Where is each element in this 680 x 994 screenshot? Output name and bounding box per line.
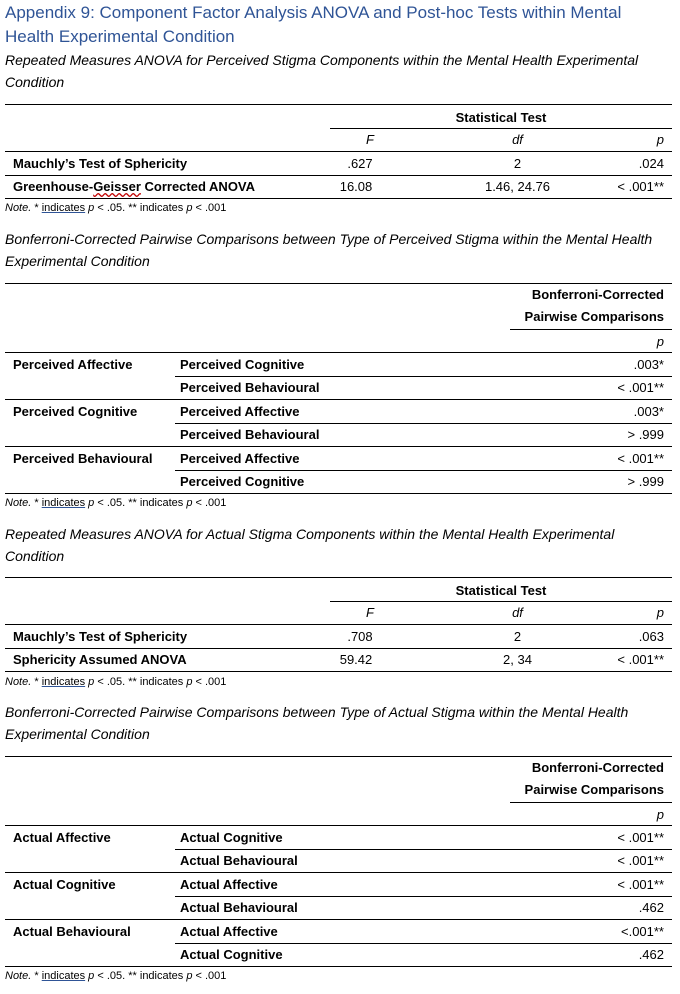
- table2-top-rule: [5, 283, 672, 284]
- table2-group1-label: Perceived Affective: [13, 357, 133, 372]
- table4-group3-row1-p: <.001**: [620, 924, 664, 939]
- table4-note: Note. * indicates p < .05. ** indicates p < .001: [5, 970, 227, 982]
- table1-group-header: Statistical Test: [455, 110, 547, 125]
- table4-col-p: p: [656, 807, 664, 822]
- table2-group2-row2-label: Perceived Behavioural: [180, 427, 320, 442]
- table3-group-header: Statistical Test: [455, 583, 547, 598]
- table4-group-rule: [5, 872, 672, 873]
- table3-col-f: F: [366, 605, 374, 620]
- appendix-heading: Appendix 9: Component Factor Analysis ANOVA and Post-hoc Tests within Mental Health Experimental Condition: [5, 3, 622, 46]
- table1-row2-f: 16.08: [339, 179, 373, 194]
- table4-header-line2: Pairwise Comparisons: [524, 782, 664, 797]
- table3-group-rule: [330, 601, 672, 602]
- table3-header-rule: [5, 624, 672, 625]
- table2-group1-row1-label: Perceived Cognitive: [180, 357, 305, 372]
- table2-bottom-rule: [5, 493, 672, 494]
- table1-col-df: df: [512, 132, 523, 147]
- table1-col-f: F: [366, 132, 374, 147]
- table4-group2-label: Actual Cognitive: [13, 877, 116, 892]
- table2-group3-row1-p: < .001**: [617, 451, 664, 466]
- table3-row1-f: .708: [347, 629, 373, 644]
- table3-row2-df: 2, 34: [503, 652, 532, 667]
- table2-row-rule: [175, 470, 672, 471]
- table3-bottom-rule: [5, 671, 672, 672]
- table4-group2-row1-label: Actual Affective: [180, 877, 278, 892]
- table4-group3-row1-label: Actual Affective: [180, 924, 278, 939]
- table1-row1-label: Mauchly’s Test of Sphericity: [13, 156, 188, 171]
- table4-group1-label: Actual Affective: [13, 830, 111, 845]
- table3-row1-label: Mauchly’s Test of Sphericity: [13, 629, 188, 644]
- table3-col-df: df: [512, 605, 523, 620]
- table1-row-rule: [5, 175, 672, 176]
- table4-group1-row1-label: Actual Cognitive: [180, 830, 283, 845]
- table1-col-p: p: [656, 132, 664, 147]
- table1-header-rule: [5, 151, 672, 152]
- table4-group3-label: Actual Behavioural: [13, 924, 131, 939]
- table2-group-rule: [5, 352, 672, 353]
- table1-row1-f: .627: [347, 156, 373, 171]
- table1-caption: Repeated Measures ANOVA for Perceived Stigma Components within the Mental Health Experimental Condition: [5, 52, 639, 90]
- table2-group3-row1-label: Perceived Affective: [180, 451, 300, 466]
- table3-row1-df: 2: [513, 629, 522, 644]
- table3-top-rule: [5, 577, 672, 578]
- table4-group1-row1-p: < .001**: [617, 830, 664, 845]
- table2-group2-label: Perceived Cognitive: [13, 404, 138, 419]
- table1-row1-p: .024: [638, 156, 664, 171]
- table3-row2-f: 59.42: [339, 652, 373, 667]
- table2-caption: Bonferroni-Corrected Pairwise Comparisons between Type of Perceived Stigma within the Mental Health Experimental Condition: [5, 231, 653, 269]
- table2-group3-label: Perceived Behavioural: [13, 451, 153, 466]
- table3-note: Note. * indicates p < .05. ** indicates p < .001: [5, 676, 227, 688]
- table2-group2-row2-p: > .999: [627, 427, 664, 442]
- table2-group3-row2-p: > .999: [627, 474, 664, 489]
- table2-group-rule: [5, 446, 672, 447]
- table1-row2-p: < .001**: [617, 179, 664, 194]
- table3-caption: Repeated Measures ANOVA for Actual Stigma Components within the Mental Health Experimental Condition: [5, 526, 615, 564]
- table4-group1-row2-p: < .001**: [617, 853, 664, 868]
- table4-group3-row2-label: Actual Cognitive: [180, 947, 283, 962]
- table2-row-rule: [175, 423, 672, 424]
- table2-group2-row1-label: Perceived Affective: [180, 404, 300, 419]
- table2-header-line1: Bonferroni-Corrected: [531, 287, 664, 302]
- table2-header-line2: Pairwise Comparisons: [524, 309, 664, 324]
- table2-group3-row2-label: Perceived Cognitive: [180, 474, 305, 489]
- table4-group3-row2-p: .462: [638, 947, 664, 962]
- table4-group2-row1-p: < .001**: [617, 877, 664, 892]
- table4-row-rule: [175, 849, 672, 850]
- table4-header-line1: Bonferroni-Corrected: [531, 760, 664, 775]
- table4-group1-row2-label: Actual Behavioural: [180, 853, 298, 868]
- table3-row2-label: Sphericity Assumed ANOVA: [13, 652, 187, 667]
- table2-row-rule: [175, 376, 672, 377]
- table1-row2-label: Greenhouse-Geisser Corrected ANOVA: [13, 179, 256, 194]
- table4-group2-row2-label: Actual Behavioural: [180, 900, 298, 915]
- table2-col-p: p: [656, 334, 664, 349]
- table1-bottom-rule: [5, 198, 672, 199]
- table4-top-rule: [5, 756, 672, 757]
- table3-row-rule: [5, 648, 672, 649]
- table3-row1-p: .063: [638, 629, 664, 644]
- table4-row-rule: [175, 943, 672, 944]
- table4-group-rule: [5, 825, 672, 826]
- table4-caption: Bonferroni-Corrected Pairwise Comparisons between Type of Actual Stigma within the Mental Health Experimental Condition: [5, 704, 629, 742]
- table1-row1-df: 2: [513, 156, 522, 171]
- table2-group2-row1-p: .003*: [633, 404, 664, 419]
- table1-note: Note. * indicates p < .05. ** indicates p < .001: [5, 202, 227, 214]
- table1-row2-df: 1.46, 24.76: [484, 179, 551, 194]
- table1-top-rule: [5, 104, 672, 105]
- table2-group-rule: [5, 399, 672, 400]
- table2-group1-row2-p: < .001**: [617, 380, 664, 395]
- table4-header-rule: [510, 802, 672, 803]
- table2-group1-row2-label: Perceived Behavioural: [180, 380, 320, 395]
- table1-group-rule: [330, 128, 672, 129]
- table3-col-p: p: [656, 605, 664, 620]
- table4-group2-row2-p: .462: [638, 900, 664, 915]
- table4-bottom-rule: [5, 966, 672, 967]
- table2-group1-row1-p: .003*: [633, 357, 664, 372]
- table4-row-rule: [175, 896, 672, 897]
- table2-header-rule: [510, 329, 672, 330]
- table3-row2-p: < .001**: [617, 652, 664, 667]
- table4-group-rule: [5, 919, 672, 920]
- table2-note: Note. * indicates p < .05. ** indicates p < .001: [5, 497, 227, 509]
